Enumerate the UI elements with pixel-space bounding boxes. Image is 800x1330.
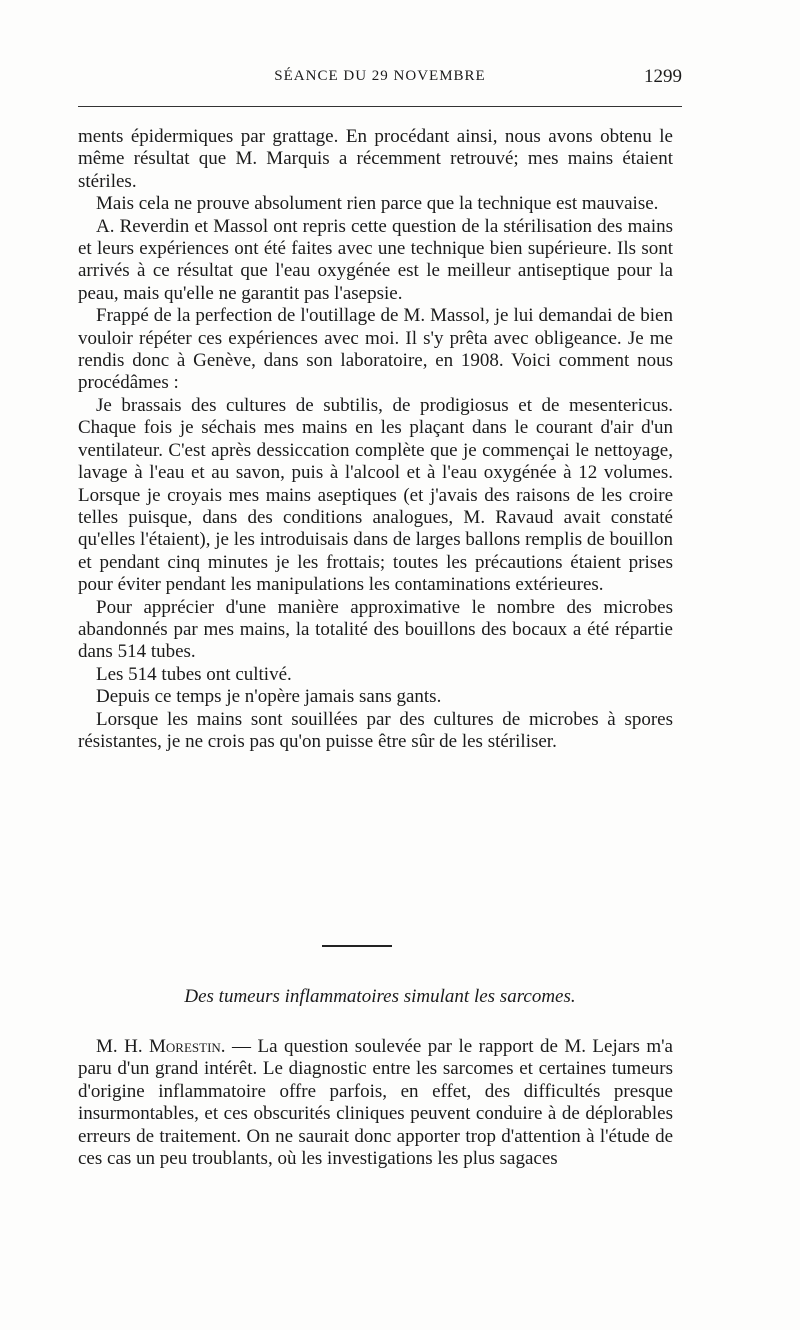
running-head: SÉANCE DU 29 NOVEMBRE [274,68,486,84]
section-separator [322,945,392,947]
paragraph-6: Pour apprécier d'une manière approximative le nombre des microbes abandonnés par mes mains, la totalité des bouillons des bocaux a été répartie dans 514 tubes. [78,596,673,663]
header-rule [78,106,682,107]
section-paragraph [78,1036,673,1170]
paragraph-8: Depuis ce temps je n'opère jamais sans gants. [96,686,442,708]
paragraph-3: A. Reverdin et Massol ont repris cette question de la stérilisation des mains et leurs expériences ont été faites avec une technique bien supérieure. Ils sont arrivés à ce résultat que l'eau oxygénée est le meilleur antiseptique pour la peau, mais qu'elle ne garantit pas l'asepsie. [78,215,673,304]
paragraph-4: Frappé de la perfection de l'outillage de M. Massol, je lui demandai de bien vouloir répéter ces expériences avec moi. Il s'y prêta avec obligeance. Je me rendis donc à Genève, dans son laboratoire, en 1908. Voici comment nous procédâmes : [78,305,673,394]
body-text [78,126,673,753]
page-number: 1299 [644,66,682,87]
paragraph-7: Les 514 tubes ont cultivé. [96,663,292,685]
section-body [78,1036,673,1170]
paragraph-5: Je brassais des cultures de subtilis, de prodigiosus et de mesentericus. Chaque fois je séchais mes mains en les plaçant dans le courant d'air d'un ventilateur. C'est après dessiccation complète que je commençai le nettoyage, lavage à l'eau et au savon, puis à l'alcool et à l'eau oxygénée à 12 volumes. Lorsque je croyais mes mains aseptiques (et j'avais des raisons de les croire telles puisque, dans des conditions analogues, M. Ravaud avait constaté qu'elles l'étaient), je les introduisais dans de larges ballons remplis de bouillon et pendant cinq minutes je les frottais; toutes les précautions étaient prises pour éviter pendant les manipulations les contaminations extérieures. [78,394,673,596]
section-title: Des tumeurs inflammatoires simulant les sarcomes. [184,986,576,1007]
page-header [78,66,682,94]
speaker-name: M. H. Morestin. [96,1036,226,1057]
section-paragraph-text: — La question soulevée par le rapport de M. Lejars m'a paru d'un grand intérêt. Le diagnostic entre les sarcomes et certaines tumeurs d'origine inflammatoire offre parfois, en effet, des difficultés presque insurmontables, et ces obscurités cliniques peuvent conduire à de déplorables erreurs de traitement. On ne saurait donc apporter trop d'attention à l'étude de ces cas un peu troublants, où les investigations les plus sagaces [78,1036,673,1170]
paragraph-9: Lorsque les mains sont souillées par des cultures de microbes à spores résistantes, je ne crois pas qu'on puisse être sûr de les stériliser. [78,708,673,752]
paragraph-1: ments épidermiques par grattage. En procédant ainsi, nous avons obtenu le même résultat que M. Marquis a récemment retrouvé; mes mains étaient stériles. [78,126,673,192]
paragraph-2: Mais cela ne prouve absolument rien parce que la technique est mauvaise. [96,193,659,215]
